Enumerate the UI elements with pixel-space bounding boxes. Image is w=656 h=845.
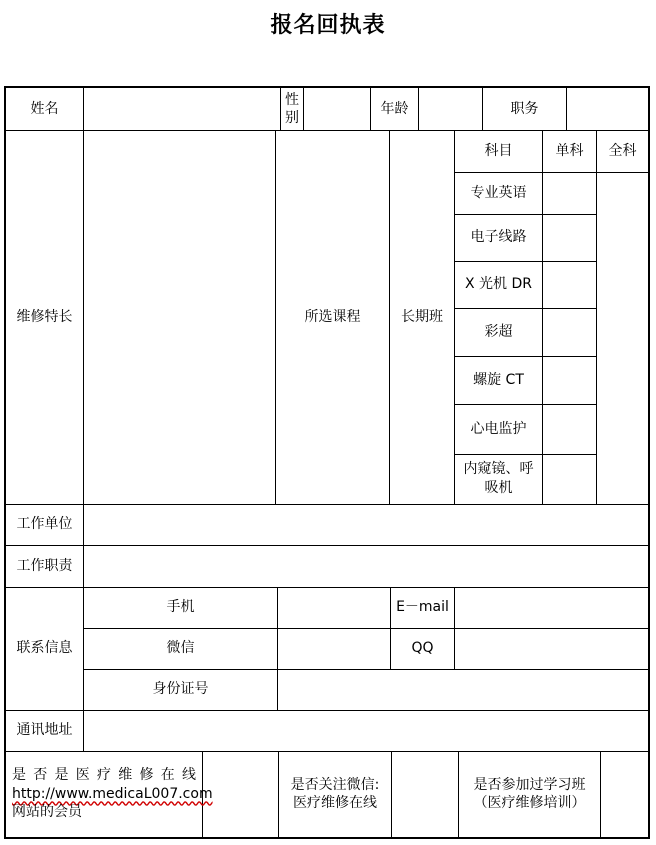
single-subject-checkbox-cell[interactable] xyxy=(543,308,596,356)
work-unit-label: 工作单位 xyxy=(16,516,73,533)
single-subject-checkbox-cell[interactable] xyxy=(543,356,596,404)
single-subject-checkbox-cell[interactable] xyxy=(543,454,596,504)
mobile-label: 手机 xyxy=(166,599,195,616)
website-member-answer-cell[interactable] xyxy=(203,751,278,837)
subject-electronic-circuits: 电子线路 xyxy=(470,229,527,246)
job-duty-label: 工作职责 xyxy=(16,557,73,574)
single-subject-checkbox-cell[interactable] xyxy=(543,261,596,308)
page-title: 报名回执表 xyxy=(270,13,386,38)
single-subject-header: 单科 xyxy=(555,142,584,159)
name-input-cell[interactable] xyxy=(84,88,280,130)
qq-label: QQ xyxy=(411,640,434,657)
position-input-cell[interactable] xyxy=(567,88,648,130)
long-term-class-label: 长期班 xyxy=(401,308,443,325)
position-label: 职务 xyxy=(510,100,539,117)
wechat-label: 微信 xyxy=(166,640,195,657)
subject-color-ultrasound: 彩超 xyxy=(484,323,513,340)
member-question-line: 是否是医疗维修在线 xyxy=(12,766,196,783)
qq-input-cell[interactable] xyxy=(455,628,648,669)
subject-spiral-ct: 螺旋 CT xyxy=(473,371,524,388)
follow-wechat-line: 医疗维修在线 xyxy=(293,795,377,811)
work-unit-input-cell[interactable] xyxy=(84,504,648,545)
full-subject-header: 全科 xyxy=(608,142,637,159)
email-label: E－mail xyxy=(396,599,449,616)
training-attended-answer-cell[interactable] xyxy=(601,751,648,837)
registration-form-table xyxy=(4,86,650,839)
follow-wechat-line: 是否关注微信: xyxy=(290,776,380,793)
single-subject-checkbox-cell[interactable] xyxy=(543,172,596,261)
training-attended-question xyxy=(459,751,600,837)
mobile-input-cell[interactable] xyxy=(278,587,390,628)
id-number-label: 身份证号 xyxy=(152,681,209,698)
subject-ecg-monitor: 心电监护 xyxy=(470,420,527,437)
website-url-link[interactable]: http://www.medicaL007.com xyxy=(12,785,213,802)
wechat-input-cell[interactable] xyxy=(278,628,390,669)
subject-endoscope-ventilator: 内窥镜、呼吸机 xyxy=(463,461,534,496)
age-label: 年龄 xyxy=(380,100,409,117)
mailing-address-label: 通讯地址 xyxy=(16,722,73,739)
name-label: 姓名 xyxy=(30,100,59,117)
job-duty-input-cell[interactable] xyxy=(84,545,648,587)
mailing-address-input-cell[interactable] xyxy=(84,710,648,751)
training-attended-line: 是否参加过学习班 xyxy=(473,776,586,793)
repair-skills-input-cell[interactable] xyxy=(84,130,275,504)
subject-xray-dr: X 光机 DR xyxy=(465,276,532,293)
gender-label-char-1: 性 xyxy=(285,91,299,108)
email-input-cell[interactable] xyxy=(455,587,648,628)
single-subject-checkbox-cell[interactable] xyxy=(543,404,596,454)
training-attended-line: （医疗维修培训） xyxy=(473,795,586,811)
age-input-cell[interactable] xyxy=(419,88,482,130)
follow-wechat-answer-cell[interactable] xyxy=(392,751,458,837)
contact-info-label: 联系信息 xyxy=(16,640,73,657)
website-member-question xyxy=(6,751,213,837)
follow-wechat-question xyxy=(279,751,391,837)
selected-courses-label: 所选课程 xyxy=(304,308,361,325)
subject-header: 科目 xyxy=(484,142,513,159)
gender-input-cell[interactable] xyxy=(304,88,370,130)
id-number-input-cell[interactable] xyxy=(278,669,648,710)
gender-label xyxy=(281,88,303,130)
member-question-line: 网站的会员 xyxy=(12,804,82,821)
subject-professional-english: 专业英语 xyxy=(470,184,527,201)
gender-label-char-2: 别 xyxy=(285,110,299,126)
repair-skills-label: 维修特长 xyxy=(16,308,73,325)
full-subject-checkbox-cell[interactable] xyxy=(597,172,648,504)
